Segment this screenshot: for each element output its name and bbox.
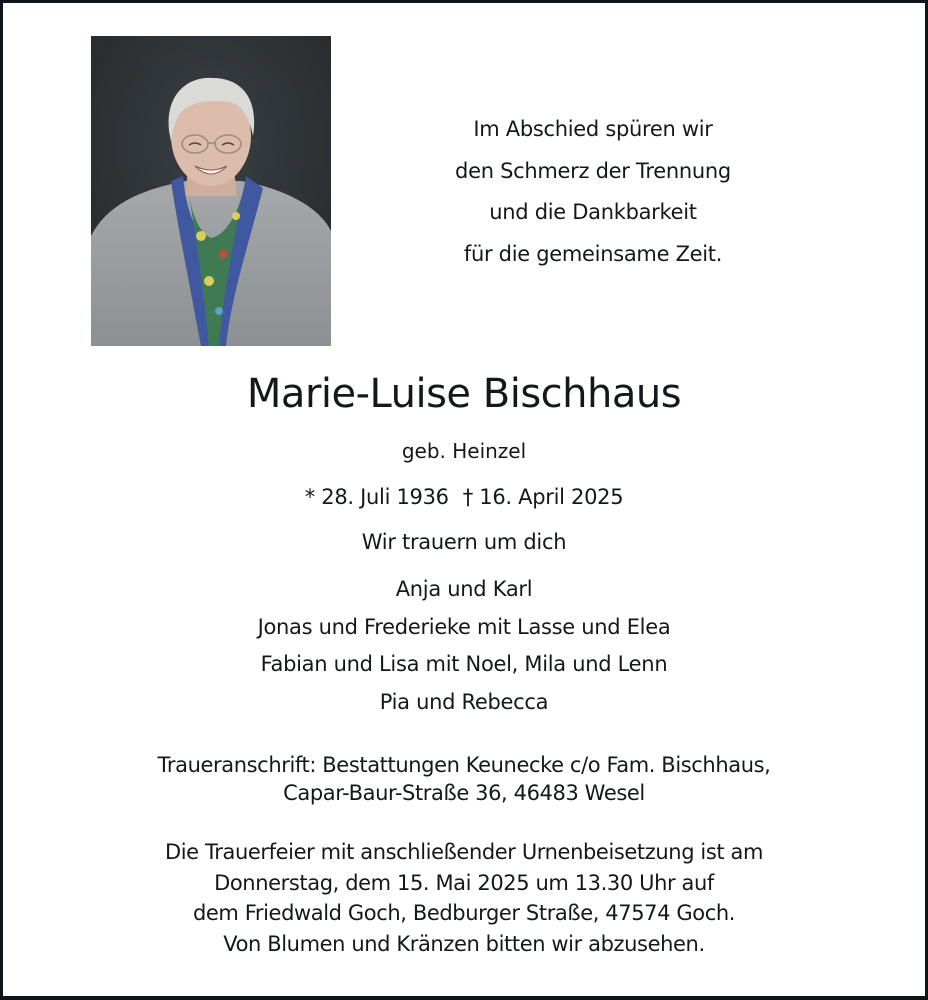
maiden-name: geb. Heinzel	[401, 439, 527, 463]
ceremony-line: dem Friedwald Goch, Bedburger Straße, 47574 Goch.	[192, 901, 736, 925]
obituary-notice	[3, 3, 925, 996]
family-member: Jonas und Frederieke mit Lasse und Elea	[257, 614, 671, 639]
mourning-line: Wir trauern um dich	[361, 530, 567, 554]
portrait-illustration	[91, 36, 331, 346]
address-line: Traueranschrift: Bestattungen Keunecke c/o Fam. Bischhaus,	[157, 753, 771, 777]
ceremony-line: Donnerstag, dem 15. Mai 2025 um 13.30 Uhr auf	[214, 870, 714, 895]
deceased-name: Marie-Luise Bischhaus	[246, 371, 682, 417]
family-member: Anja und Karl	[395, 577, 533, 601]
memorial-verse	[393, 109, 793, 275]
death-date: † 16. April 2025	[462, 485, 624, 509]
life-dates	[3, 480, 925, 514]
verse-line: Im Abschied spüren wir	[473, 117, 713, 141]
ceremony-line: Die Trauerfeier mit anschließender Urnenbeisetzung ist am	[164, 840, 764, 864]
ceremony-line: Von Blumen und Kränzen bitten wir abzusehen.	[223, 931, 705, 956]
verse-line: den Schmerz der Trennung	[455, 158, 731, 183]
ceremony-details	[3, 837, 925, 959]
family-member: Fabian und Lisa mit Noel, Mila und Lenn	[260, 652, 668, 676]
verse-line: und die Dankbarkeit	[489, 200, 697, 224]
portrait-photo	[91, 36, 331, 346]
birth-date: * 28. Juli 1936	[304, 485, 449, 509]
condolence-address	[3, 751, 925, 807]
family-member: Pia und Rebecca	[379, 689, 549, 714]
verse-line: für die gemeinsame Zeit.	[463, 241, 723, 266]
address-line: Capar-Baur-Straße 36, 46483 Wesel	[283, 781, 645, 805]
family-list	[3, 571, 925, 721]
